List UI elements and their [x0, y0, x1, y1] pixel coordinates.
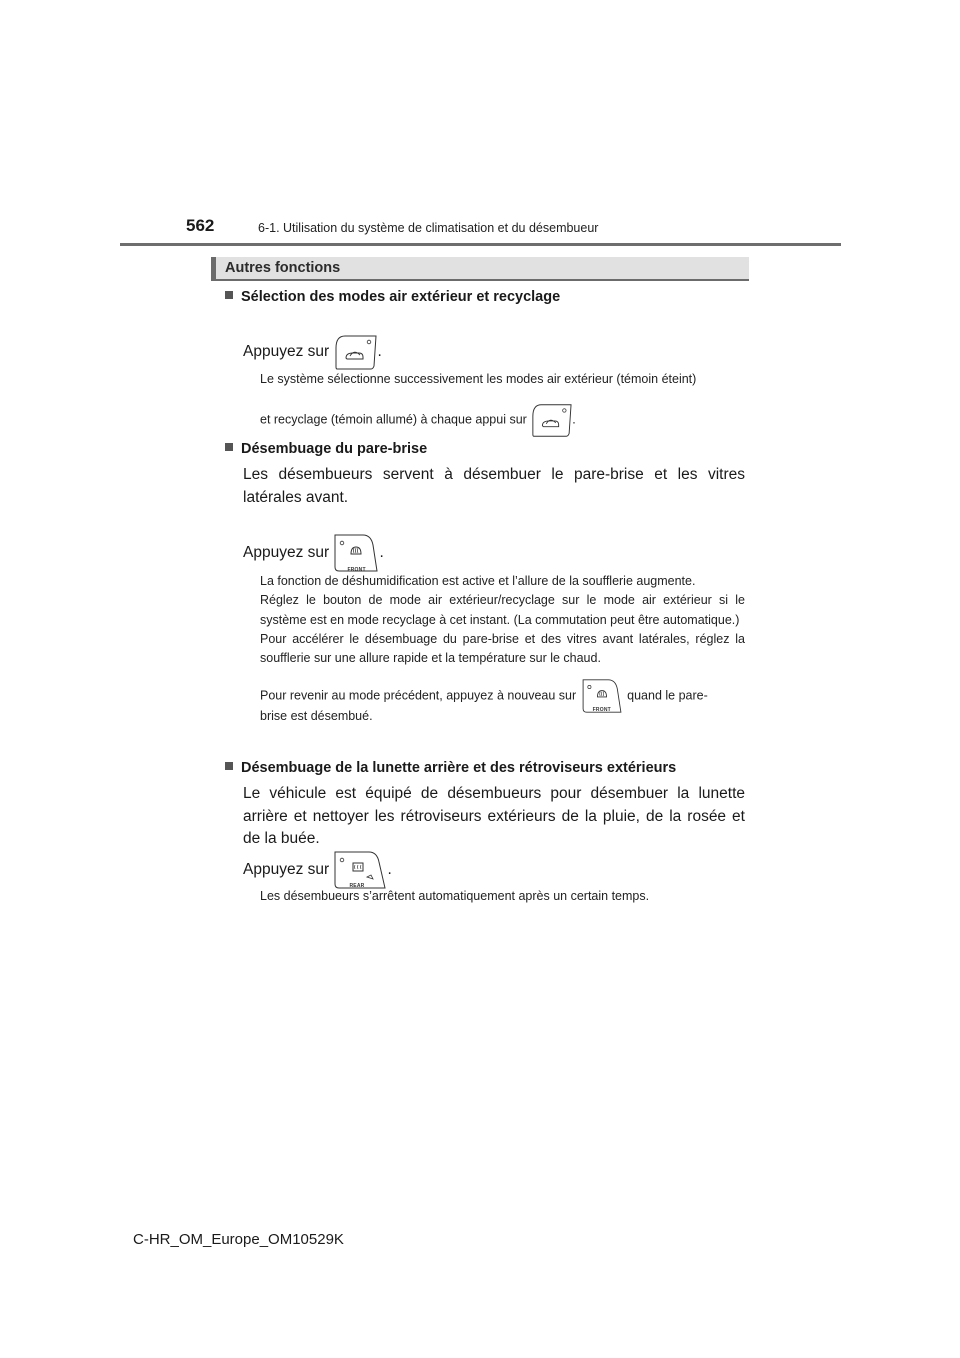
front-defog-note-4-end: brise est désembué.	[260, 709, 373, 724]
rear-defogger-button-icon	[333, 850, 387, 890]
front-defog-note-3: Pour accélérer le désembuage du pare-brise et des vitres avant latérales, réglez la soufflerie sur une allure rapide et la température sur le chaud.	[260, 631, 745, 666]
rear-button-label: REAR	[349, 883, 365, 889]
front-button-label: FRONT	[347, 567, 366, 573]
recirculation-button-icon	[530, 402, 572, 438]
bullet-square-icon	[225, 443, 233, 451]
front-defogger-button-icon	[333, 533, 379, 573]
recirc-note-line1: Le système sélectionne successivement les modes air extérieur (témoin éteint)	[260, 372, 697, 386]
front-defogger-button-icon	[580, 678, 624, 714]
rear-defog-instruction	[243, 838, 745, 889]
front-defog-body: Les désembueurs servent à désembuer le pare-brise et les vitres latérales avant.	[243, 466, 745, 506]
recirc-note	[260, 370, 745, 432]
rear-defog-heading	[225, 760, 676, 776]
header-divider	[120, 243, 841, 246]
recirc-note-suffix: .	[572, 412, 576, 427]
recirc-heading	[225, 289, 560, 305]
rear-defog-instruction-prefix: Appuyez sur	[243, 861, 330, 879]
chapter-title: 6-1. Utilisation du système de climatisation et du désembueur	[258, 221, 599, 235]
front-defog-note-1: La fonction de déshumidification est active et l’allure de la soufflerie augmente.	[260, 574, 696, 588]
front-defog-instruction-suffix: .	[379, 544, 384, 562]
recirc-heading-text: Sélection des modes air extérieur et recyclage	[241, 289, 561, 305]
rear-defog-note: Les désembueurs s’arrêtent automatiquement après un certain temps.	[260, 889, 650, 903]
recirculation-button-icon	[333, 334, 377, 370]
bullet-square-icon	[225, 762, 233, 770]
front-defog-instruction	[243, 521, 745, 573]
recirc-instruction-suffix: .	[377, 343, 382, 361]
rear-defog-instruction-suffix: .	[387, 861, 392, 879]
document-id: C-HR_OM_Europe_OM10529K	[133, 1231, 344, 1248]
front-defog-note-4-suffix: quand le pare-	[627, 688, 708, 703]
section-title: Autres fonctions	[225, 260, 341, 276]
front-defog-note-2: Réglez le bouton de mode air extérieur/recyclage sur le mode air extérieur si le système est en mode recyclage à cet instant. (La commutation peut être automatique.)	[260, 593, 745, 627]
page-number: 562	[186, 216, 215, 235]
front-defog-heading	[225, 441, 427, 457]
bullet-square-icon	[225, 291, 233, 299]
recirc-note-prefix: et recyclage (témoin allumé) à chaque appui sur	[260, 412, 527, 427]
rear-defog-heading-text: Désembuage de la lunette arrière et des rétroviseurs extérieurs	[241, 760, 677, 776]
rear-defog-body: Le véhicule est équipé de désembueurs pour désembuer la lunette arrière et nettoyer les rétroviseurs extérieurs de la pluie, de la rosée et de la buée.	[243, 785, 745, 847]
front-defog-heading-text: Désembuage du pare-brise	[241, 441, 428, 457]
front-defog-note-4-prefix: Pour revenir au mode précédent, appuyez à nouveau sur	[260, 688, 577, 703]
front-button-label: FRONT	[592, 707, 611, 714]
section-bar-accent	[211, 257, 216, 279]
front-defog-notes	[260, 572, 745, 727]
recirc-instruction-prefix: Appuyez sur	[243, 343, 330, 361]
section-title-bar	[211, 257, 749, 281]
front-defog-instruction-prefix: Appuyez sur	[243, 544, 330, 562]
recirc-instruction	[243, 325, 745, 365]
